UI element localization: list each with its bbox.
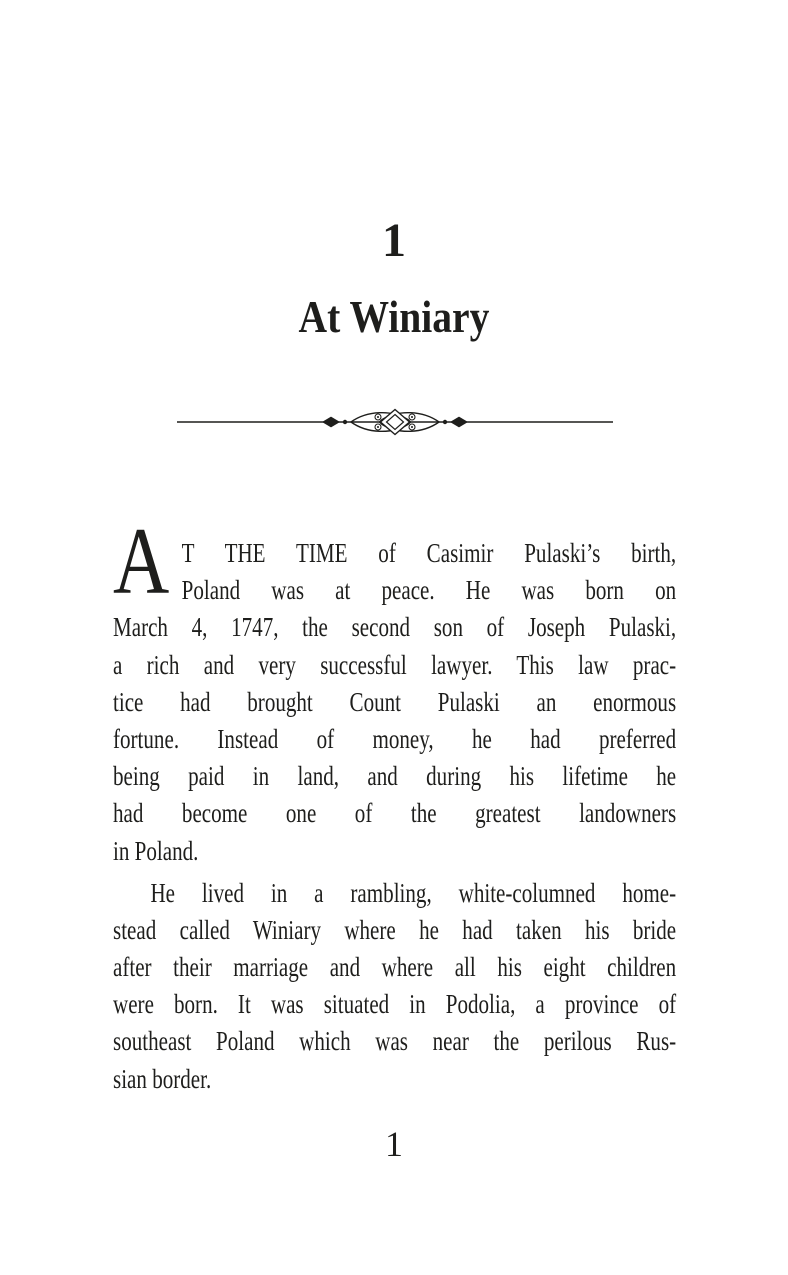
paragraph <box>113 875 788 1098</box>
text-line: being paid in land, and during his lifetime he <box>113 761 677 792</box>
ornamental-divider-icon <box>177 404 613 440</box>
text-line: southeast Poland which was near the perilous Rus- <box>113 1026 677 1057</box>
chapter-title-text: At Winiary <box>298 291 490 342</box>
paragraph <box>113 508 788 870</box>
text-line: a rich and very successful lawyer. This law prac- <box>113 649 677 680</box>
text-line: were born. It was situated in Podolia, a province of <box>113 989 677 1020</box>
page-number: 1 <box>385 1124 403 1164</box>
body-text <box>113 508 788 1098</box>
text-line: had become one of the greatest landowners <box>113 798 677 829</box>
text-line: fortune. Instead of money, he had preferred <box>113 723 677 754</box>
text-line: tice had brought Count Pulaski an enormous <box>113 686 677 717</box>
chapter-title <box>0 291 788 342</box>
text-line: sian border. <box>113 1063 212 1094</box>
drop-cap-letter: A <box>113 508 170 614</box>
text-line: He lived in a rambling, white-columned home- <box>150 877 677 908</box>
text-line: stead called Winiary where he had taken his bride <box>113 914 677 945</box>
text-line: March 4, 1747, the second son of Joseph Pulaski, <box>113 612 677 643</box>
chapter-number: 1 <box>382 214 406 267</box>
text-line: in Poland. <box>113 835 199 866</box>
ornamental-divider <box>177 404 613 440</box>
text-line: after their marriage and where all his eight children <box>113 952 677 983</box>
text-line: T THE TIME of Casimir Pulaski’s birth, <box>181 538 677 568</box>
text-line: Poland was at peace. He was born on <box>181 575 677 606</box>
